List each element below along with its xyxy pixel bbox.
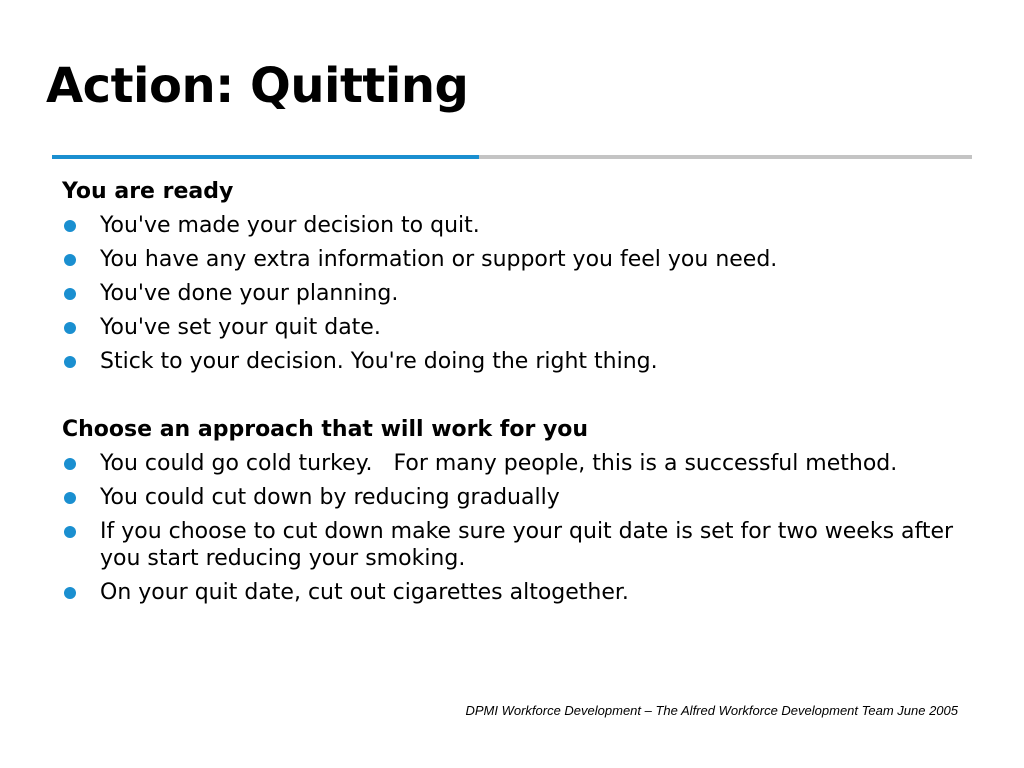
bullet-item: [62, 579, 962, 606]
slide-title: Action: Quitting: [46, 58, 469, 114]
bullet-text: You've made your decision to quit.: [100, 213, 480, 238]
bullet-text: You've set your quit date.: [100, 315, 381, 340]
section-spacer: [62, 382, 962, 416]
title-underline-accent: [52, 155, 479, 159]
bullet-text: If you choose to cut down make sure your quit date is set for two weeks after you start reducing your smoking.: [100, 519, 954, 571]
bullet-dot-icon: [64, 220, 76, 232]
section-heading-ready: You are ready: [62, 179, 234, 204]
bullet-item: [62, 484, 962, 511]
bullet-dot-icon: [64, 288, 76, 300]
slide-footer: DPMI Workforce Development – The Alfred Workforce Development Team June 2005: [465, 703, 958, 718]
bullet-text: You could go cold turkey. For many people, this is a successful method.: [100, 451, 898, 476]
bullet-dot-icon: [64, 322, 76, 334]
title-underline-rule: [479, 155, 972, 159]
bullet-item: [62, 348, 962, 375]
bullet-dot-icon: [64, 356, 76, 368]
bullet-item: [62, 314, 962, 341]
bullet-text: You could cut down by reducing gradually: [100, 485, 560, 510]
bullet-list-approach: [62, 450, 962, 606]
section-heading-approach: Choose an approach that will work for you: [62, 417, 589, 442]
bullet-item: [62, 280, 962, 307]
bullet-dot-icon: [64, 526, 76, 538]
bullet-text: On your quit date, cut out cigarettes altogether.: [100, 580, 629, 605]
bullet-item: [62, 450, 962, 477]
bullet-dot-icon: [64, 492, 76, 504]
bullet-item: [62, 246, 962, 273]
bullet-item: [62, 212, 962, 239]
bullet-dot-icon: [64, 587, 76, 599]
bullet-text: You've done your planning.: [100, 281, 399, 306]
bullet-list-ready: [62, 212, 962, 375]
slide-body: [62, 178, 962, 613]
bullet-text: You have any extra information or support you feel you need.: [100, 247, 778, 272]
bullet-dot-icon: [64, 254, 76, 266]
bullet-item: [62, 518, 962, 572]
bullet-dot-icon: [64, 458, 76, 470]
bullet-text: Stick to your decision. You're doing the right thing.: [100, 349, 658, 374]
